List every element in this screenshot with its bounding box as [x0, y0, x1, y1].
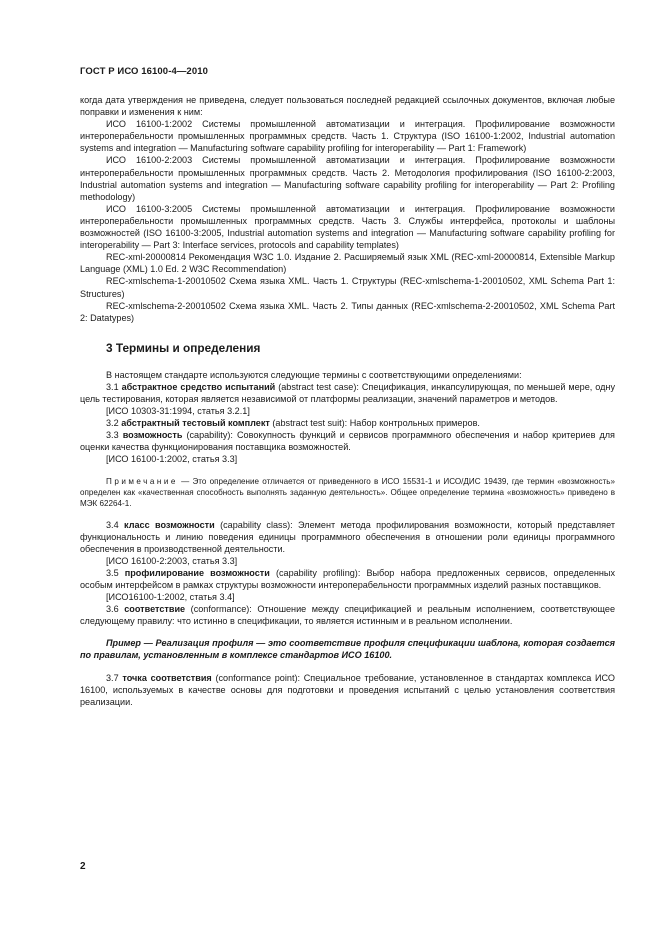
term-definition: (conformance point): Специальное требование, установленное в стандартах комплекса ИСО 16100, используемых в качестве основы для подготовки и проведения испытаний с целью установления соответствия реализации.: [80, 672, 615, 707]
term-definition: (conformance): Отношение между спецификацией и реальным исполнением, соответствующее следующему правилу: что истинно в спецификации, то является истинным и в реальном исполнении.: [80, 604, 616, 627]
term-number: 3.3: [106, 430, 119, 441]
page-number: 2: [80, 861, 86, 872]
term-3-6: [80, 603, 615, 627]
reference-item: REC-xmlschema-1-20010502 Схема языка XML. Часть 1. Структуры (REC-xmlschema-1-20010502, XML Schema Part 1: Structures): [80, 276, 615, 299]
term-3-2: [80, 417, 615, 429]
example: Пример — Реализация профиля — это соответствие профиля спецификации шаблона, которая создается по правилам, установленным в комплексе стандартов ИСО 16100.: [80, 638, 615, 661]
term-name: возможность: [122, 430, 183, 441]
term-number: 3.4: [106, 519, 119, 530]
term-3-3: [80, 429, 615, 453]
reference-item: REC-xml-20000814 Рекомендация W3C 1.0. Издание 2. Расширяемый язык XML (REC-xml-20000814, Extensible Markup Language (XML) 1.0 Ed. 2 W3C Recommendation): [80, 252, 615, 275]
term-source: [ИСО 16100-2:2003, статья 3.3]: [106, 555, 238, 566]
reference-item: ИСО 16100-1:2002 Системы промышленной автоматизации и интеграция. Профилирование возможности интероперабельности промышленных программных средств. Часть 1. Структура (ISO 16100-1:2002, Industrial automation systems and integration — Manufacturing software capability profiling for interoperability — Part 1: Framework): [80, 119, 615, 154]
term-number: 3.5: [106, 567, 119, 578]
term-3-4: [80, 519, 615, 555]
term-name: соответствие: [124, 604, 186, 615]
term-number: 3.2: [106, 418, 119, 429]
term-definition: (capability): Совокупность функций и сервисов программного обеспечения и набор критериев для оценки качества функционирования поставщика возможностей.: [80, 430, 615, 453]
reference-item: REC-xmlschema-2-20010502 Схема языка XML. Часть 2. Типы данных (REC-xmlschema-2-20010502, XML Schema Part 2: Datatypes): [80, 300, 615, 323]
term-name: класс возможности: [124, 519, 215, 530]
term-definition: (capability profiling): Выбор набора предложенных сервисов, определенных особым интерфейсом в рамках структуры возможности интероперабельности программных изделий разных поставщиков.: [80, 567, 616, 590]
term-number: 3.7: [106, 672, 119, 683]
document-body: [80, 94, 615, 708]
term-definition: (capability class): Элемент метода профилирования возможности, который представляет функциональность и линию поведения единицы программного обеспечения в отношении роли единицы программного обеспечения в производственной деятельности.: [80, 519, 616, 554]
term-name: профилирование возможности: [124, 567, 270, 578]
term-name: абстрактное средство испытаний: [121, 381, 276, 392]
note: [80, 476, 615, 509]
reference-item: ИСО 16100-2:2003 Системы промышленной автоматизации и интеграция. Профилирование возможности интероперабельности промышленных программных средств. Часть 2. Методология профилирования (ISO 16100-2:2003, Industrial automation systems and integration — Manufacturing software capability profiling for interoperability — Part 2: Profiling methodology): [80, 155, 615, 202]
reference-item: ИСО 16100-3:2005 Системы промышленной автоматизации и интеграция. Профилирование возможности интероперабельности промышленных программных средств. Часть 3. Службы интерфейса, протоколы и шаблоны возможностей (ISO 16100-3:2005, Industrial automation systems and integration — Manufacturing software capability profiling for interoperability — Part 3: Interface services, protocols and capability templates): [80, 203, 615, 251]
term-name: абстрактный тестовый комплект: [121, 418, 270, 429]
term-source: [ИСО16100-1:2002, статья 3.4]: [106, 592, 235, 603]
term-definition: (abstract test case): Спецификация, инкапсулирующая, по меньшей мере, одну цель тестирования, которая является независимой от платформы реализации, значений параметров и методов.: [80, 381, 615, 404]
term-number: 3.6: [106, 604, 119, 615]
note-label: Примечание: [106, 476, 178, 486]
term-name: точка соответствия: [122, 672, 212, 683]
term-3-7: [80, 672, 615, 708]
term-3-5: [80, 567, 615, 591]
section-intro: В настоящем стандарте используются следующие термины с соответствующими определениями:: [106, 369, 522, 380]
term-3-1: [80, 381, 615, 405]
note-text: — Это определение отличается от приведенного в ИСО 15531-1 и ИСО/ДИС 19439, где термин «возможность» определен как «качественная способность выполнять заданную деятельность». Общее определение термина «возможность» приведено в МЭК 62264-1.: [80, 476, 615, 508]
term-source: [ИСО 16100-1:2002, статья 3.3]: [106, 454, 238, 465]
page-header: ГОСТ Р ИСО 16100-4—2010: [80, 66, 208, 77]
term-source: [ИСО 10303-31:1994, статья 3.2.1]: [106, 406, 250, 417]
term-number: 3.1: [106, 381, 119, 392]
section-heading: 3 Термины и определения: [106, 340, 261, 355]
term-definition: (abstract test suit): Набор контрольных примеров.: [272, 418, 480, 429]
refs-continuation: когда дата утверждения не приведена, следует пользоваться последней редакцией ссылочных документов, включая любые поправки и изменения к ним:: [80, 95, 615, 118]
